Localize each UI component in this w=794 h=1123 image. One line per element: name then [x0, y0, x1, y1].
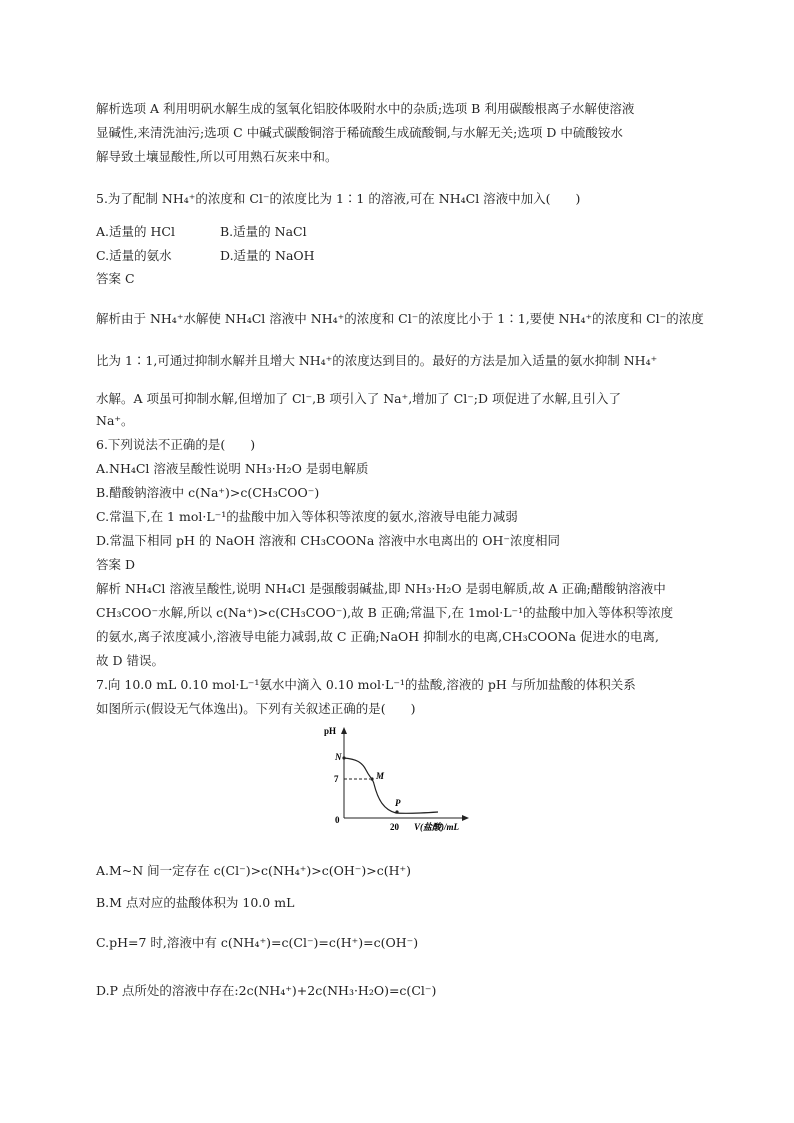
origin-label: 0: [335, 815, 340, 825]
question-5-analysis-line-2: 比为 1∶1,可通过抑制水解并且增大 NH₄⁺的浓度达到目的。最好的方法是加入适量的氨水抑制 NH₄⁺: [96, 353, 658, 368]
analysis-4-line-2: 显碱性,来清洗油污;选项 C 中碱式碳酸铜溶于稀硫酸生成硫酸铜,与水解无关;选项 D 中硫酸铵水: [96, 125, 623, 140]
question-6-stem: 6.下列说法不正确的是( ): [96, 437, 256, 452]
question-5-answer: 答案 C: [96, 271, 135, 286]
question-6-option-a: A.NH₄Cl 溶液呈酸性说明 NH₃·H₂O 是弱电解质: [96, 461, 369, 476]
question-5-option-c: C.适量的氨水: [96, 248, 172, 263]
question-7-option-d: D.P 点所处的溶液中存在:2c(NH₄⁺)+2c(NH₃·H₂O)=c(Cl⁻): [96, 983, 437, 998]
y-axis-label: pH: [324, 726, 337, 736]
question-6-option-c: C.常温下,在 1 mol·L⁻¹的盐酸中加入等体积等浓度的氨水,溶液导电能力减弱: [96, 509, 518, 524]
question-5-analysis-line-1: 解析由于 NH₄⁺水解使 NH₄Cl 溶液中 NH₄⁺的浓度和 Cl⁻的浓度比小于 1∶1,要使 NH₄⁺的浓度和 Cl⁻的浓度: [96, 311, 704, 326]
label-n: N: [335, 752, 342, 762]
label-p: P: [395, 798, 401, 808]
question-7-option-a: A.M~N 间一定存在 c(Cl⁻)>c(NH₄⁺)>c(OH⁻)>c(H⁺): [96, 863, 411, 878]
point-n: [342, 756, 345, 759]
question-7-option-b: B.M 点对应的盐酸体积为 10.0 mL: [96, 895, 295, 910]
question-5-analysis-line-4: Na⁺。: [96, 413, 134, 428]
x-axis-arrow: [462, 815, 469, 821]
question-6-option-b: B.醋酸钠溶液中 c(Na⁺)>c(CH₃COO⁻): [96, 485, 320, 500]
point-p: [395, 810, 398, 813]
question-6-analysis-line-4: 故 D 错误。: [96, 653, 164, 668]
label-m: M: [376, 771, 385, 781]
question-5-option-d: D.适量的 NaOH: [220, 248, 315, 263]
y-axis-arrow: [341, 727, 347, 734]
analysis-4-line-3: 解导致土壤显酸性,所以可用熟石灰来中和。: [96, 149, 338, 164]
y-tick-7: 7: [334, 774, 339, 784]
question-5-option-b: B.适量的 NaCl: [220, 224, 307, 239]
question-7-stem-line-1: 7.向 10.0 mL 0.10 mol·L⁻¹氨水中滴入 0.10 mol·L⁻¹的盐酸,溶液的 pH 与所加盐酸的体积关系: [96, 677, 636, 692]
question-6-analysis-line-1: 解析 NH₄Cl 溶液呈酸性,说明 NH₄Cl 是强酸弱碱盐,即 NH₃·H₂O 是弱电解质,故 A 正确;醋酸钠溶液中: [96, 581, 666, 596]
question-7-stem-line-2: 如图所示(假设无气体逸出)。下列有关叙述正确的是( ): [96, 701, 416, 716]
question-6-analysis-line-3: 的氨水,离子浓度减小,溶液导电能力减弱,故 C 正确;NaOH 抑制水的电离,CH₃COONa 促进水的电离,: [96, 629, 660, 644]
analysis-4-line-1: 解析选项 A 利用明矾水解生成的氢氧化铝胶体吸附水中的杂质;选项 B 利用碳酸根离子水解使溶液: [96, 101, 635, 116]
question-6-option-d: D.常温下相同 pH 的 NaOH 溶液和 CH₃COONa 溶液中水电离出的 OH⁻浓度相同: [96, 533, 560, 548]
question-6-analysis-line-2: CH₃COO⁻水解,所以 c(Na⁺)>c(CH₃COO⁻),故 B 正确;常温下,在 1mol·L⁻¹的盐酸中加入等体积等浓度: [96, 605, 674, 620]
x-axis-label: V(盐酸)/mL: [414, 822, 459, 832]
question-5-stem: 5.为了配制 NH₄⁺的浓度和 Cl⁻的浓度比为 1∶1 的溶液,可在 NH₄Cl 溶液中加入( ): [96, 191, 581, 206]
question-5-option-a: A.适量的 HCl: [96, 224, 175, 239]
question-7-option-c: C.pH=7 时,溶液中有 c(NH₄⁺)=c(Cl⁻)=c(H⁺)=c(OH⁻): [96, 935, 419, 950]
point-m: [370, 777, 373, 780]
titration-curve-figure: [318, 722, 478, 834]
question-6-answer: 答案 D: [96, 557, 135, 572]
question-5-analysis-line-3: 水解。A 项虽可抑制水解,但增加了 Cl⁻,B 项引入了 Na⁺,增加了 Cl⁻;D 项促进了水解,且引入了: [96, 391, 621, 406]
titration-curve: [344, 758, 438, 813]
x-tick-20: 20: [390, 822, 399, 832]
